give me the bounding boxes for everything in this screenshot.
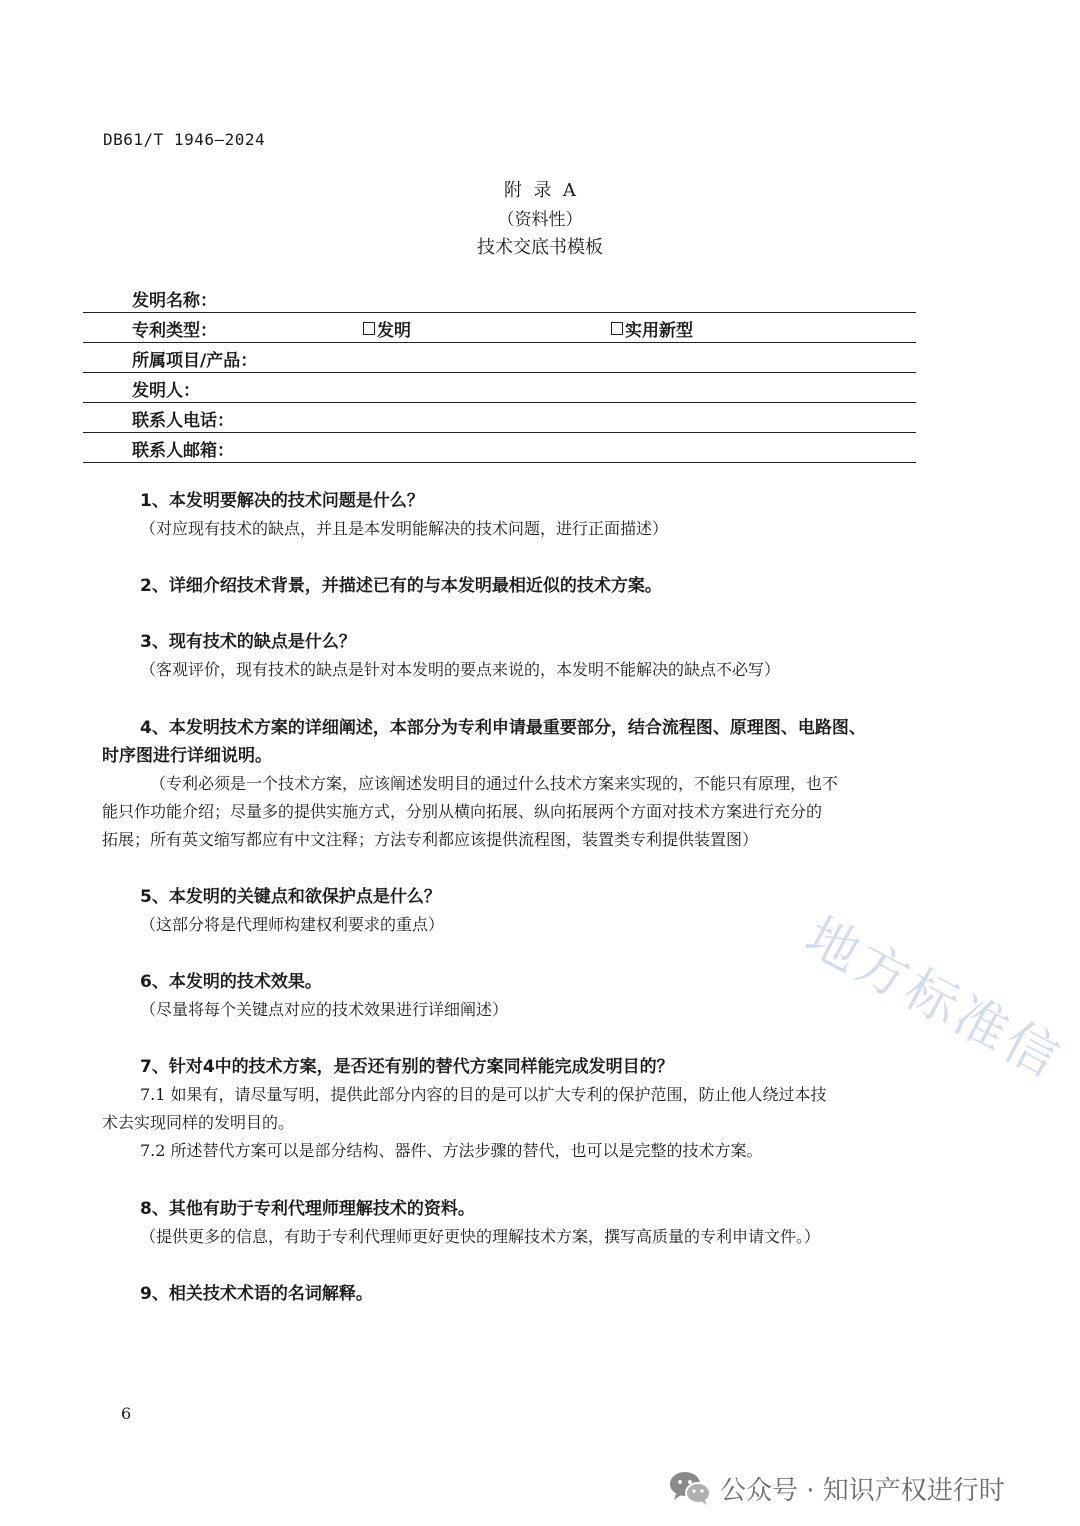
option-label: 实用新型 <box>625 321 693 341</box>
section-9 <box>140 1280 955 1308</box>
question-note: 7.2 所述替代方案可以是部分结构、器件、方法步骤的替代，也可以是完整的技术方案。 <box>140 1141 763 1160</box>
question-heading: 1、本发明要解决的技术问题是什么？ <box>140 491 424 511</box>
form-row-inventor <box>83 373 916 403</box>
question-note: （这部分将是代理师构建权利要求的重点） <box>140 915 445 934</box>
question-heading: 6、本发明的技术效果。 <box>140 972 322 992</box>
form-label: 发明人： <box>132 381 200 401</box>
form-row-phone <box>83 403 916 433</box>
option-invention[interactable] <box>363 316 411 341</box>
watermark: 地方标准信 <box>795 906 1072 1091</box>
question-note: （客观评价，现有技术的缺点是针对本发明的要点来说的，本发明不能解决的缺点不必写） <box>140 660 781 679</box>
question-note: 能只作功能介绍；尽量多的提供实施方式，分别从横向拓展、纵向拓展两个方面对技术方案进行充分的 <box>102 802 823 821</box>
form-row-patent-type <box>83 313 916 343</box>
appendix-name: 技术交底书模板 <box>477 237 603 258</box>
form-row-project <box>83 343 916 373</box>
section-2 <box>140 572 955 600</box>
question-note: （提供更多的信息，有助于专利代理师更好更快的理解技术方案，撰写高质量的专利申请文件。） <box>140 1227 821 1246</box>
question-heading: 9、相关技术术语的名词解释。 <box>140 1284 373 1304</box>
form-row-invention-name <box>83 283 916 313</box>
form-label: 专利类型： <box>132 321 217 341</box>
section-7 <box>102 1053 955 1165</box>
option-utility-model[interactable] <box>611 316 693 341</box>
question-note: （专利必须是一个技术方案，应该阐述发明目的通过什么技术方案来实现的，不能只有原理，也不 <box>150 774 839 793</box>
form-row-email <box>83 433 916 463</box>
footer-attribution <box>668 1468 1005 1508</box>
page-number: 6 <box>121 1404 132 1423</box>
form-label: 所属项目/产品： <box>132 351 258 371</box>
appendix-title: 附 录 A <box>504 180 576 201</box>
question-heading: 2、详细介绍技术背景，并描述已有的与本发明最相近似的技术方案。 <box>140 576 662 596</box>
question-heading: 8、其他有助于专利代理师理解技术的资料。 <box>140 1199 475 1219</box>
section-1 <box>140 487 955 543</box>
question-heading: 3、现有技术的缺点是什么？ <box>140 632 356 652</box>
wechat-icon <box>668 1468 712 1508</box>
footer-text: 公众号 · 知识产权进行时 <box>720 1475 1005 1506</box>
appendix-nature: （资料性） <box>497 210 583 230</box>
info-form <box>83 283 916 463</box>
question-note: 拓展；所有英文缩写都应有中文注释；方法专利都应该提供流程图，装置类专利提供装置图） <box>102 830 759 849</box>
form-label: 联系人电话： <box>132 411 234 431</box>
form-label: 联系人邮箱： <box>132 441 234 461</box>
question-note: 术去实现同样的发明目的。 <box>102 1113 295 1132</box>
document-code: DB61/T 1946—2024 <box>103 130 266 149</box>
option-label: 发明 <box>377 321 411 341</box>
section-4 <box>102 714 955 854</box>
checkbox-icon[interactable] <box>611 322 623 335</box>
section-8 <box>140 1195 955 1251</box>
question-note: （尽量将每个关键点对应的技术效果进行详细阐述） <box>140 1000 509 1019</box>
section-3 <box>140 628 955 684</box>
form-label: 发明名称： <box>132 291 217 311</box>
checkbox-icon[interactable] <box>363 322 375 335</box>
question-heading: 5、本发明的关键点和欲保护点是什么？ <box>140 887 441 907</box>
question-heading: 7、针对4中的技术方案，是否还有别的替代方案同样能完成发明目的？ <box>140 1057 674 1077</box>
question-heading-cont: 时序图进行详细说明。 <box>102 746 272 766</box>
question-note: 7.1 如果有，请尽量写明，提供此部分内容的目的是可以扩大专利的保护范围，防止他人绕过本技 <box>140 1085 827 1104</box>
question-heading: 4、本发明技术方案的详细阐述，本部分为专利申请最重要部分，结合流程图、原理图、电路图、 <box>140 718 866 738</box>
question-note: （对应现有技术的缺点，并且是本发明能解决的技术问题，进行正面描述） <box>140 519 669 538</box>
